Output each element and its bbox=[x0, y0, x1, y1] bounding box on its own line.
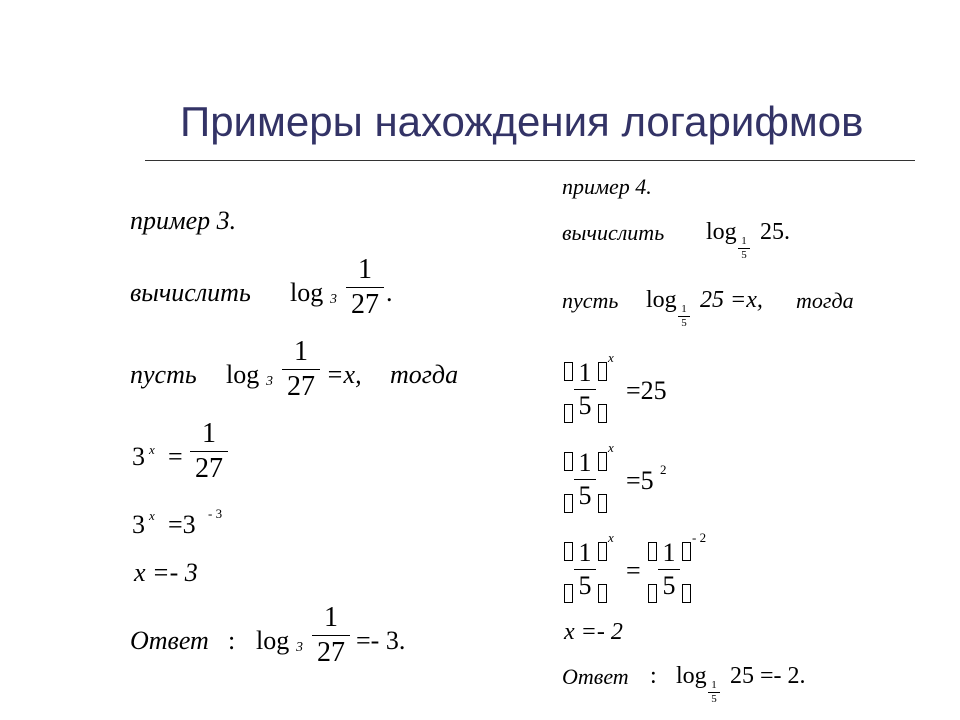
example-4-step3-exponent-left: x bbox=[608, 530, 614, 545]
example-4-solution: x =- 2 bbox=[564, 619, 623, 645]
example-3-compute-word: вычислить bbox=[130, 278, 251, 307]
example-3-line2-rhs-exponent: - 3 bbox=[208, 506, 223, 521]
example-4-step3-exponent-right: - 2 bbox=[692, 530, 707, 545]
example-3-solution: x =- 3 bbox=[134, 558, 198, 587]
example-3-line2-exponent: x bbox=[149, 508, 155, 523]
example-4-log-base-fraction bbox=[738, 236, 750, 261]
example-3-answer-result: =- 3. bbox=[356, 626, 406, 655]
example-4-step3-fraction-right bbox=[658, 540, 680, 599]
example-3-let-log: log bbox=[226, 360, 260, 389]
bracket-glyph-box bbox=[564, 542, 573, 561]
fraction-numerator: 1 bbox=[578, 538, 592, 567]
example-4-let-log: log bbox=[646, 287, 677, 313]
bracket-glyph-box bbox=[682, 584, 691, 603]
example-4-let-word: пусть bbox=[562, 288, 619, 313]
bracket-glyph-box bbox=[564, 362, 573, 381]
example-4-step2-rhs-exponent: 2 bbox=[660, 462, 667, 477]
fraction-numerator: 1 bbox=[358, 254, 372, 285]
example-4-step3-fraction-left bbox=[574, 540, 596, 599]
example-3-let-word: пусть bbox=[130, 360, 197, 389]
base-numerator: 1 bbox=[711, 679, 717, 691]
example-4-compute-word: вычислить bbox=[562, 220, 665, 245]
fraction-bar bbox=[574, 389, 596, 390]
fraction-bar bbox=[312, 635, 350, 636]
fraction-denominator: 27 bbox=[351, 289, 379, 320]
bracket-glyph-box bbox=[648, 542, 657, 561]
example-4-then-word: тогда bbox=[796, 288, 854, 313]
bracket-glyph-box bbox=[598, 404, 607, 423]
example-4-step3-equals: = bbox=[626, 556, 641, 585]
example-4-step1-exponent: x bbox=[608, 350, 614, 365]
fraction-bar bbox=[574, 479, 596, 480]
fraction-numerator: 1 bbox=[662, 538, 676, 567]
fraction-bar bbox=[574, 569, 596, 570]
fraction-numerator: 1 bbox=[324, 602, 338, 633]
example-4-let-log-base-fraction bbox=[678, 304, 690, 329]
bracket-glyph-box bbox=[682, 542, 691, 561]
example-3-fraction bbox=[346, 256, 384, 319]
example-3-eq-x: =x, bbox=[326, 360, 362, 389]
example-4-log: log bbox=[706, 219, 737, 245]
fraction-denominator: 27 bbox=[317, 637, 345, 668]
example-4-step2-exponent: x bbox=[608, 440, 614, 455]
example-3-answer-colon: : bbox=[228, 626, 236, 655]
example-4-answer-colon: : bbox=[650, 663, 657, 689]
bracket-glyph-box bbox=[598, 362, 607, 381]
example-3-period: . bbox=[386, 278, 393, 307]
example-3-let-log-base: 3 bbox=[266, 374, 273, 389]
example-3-let-fraction bbox=[282, 338, 320, 401]
fraction-numerator: 1 bbox=[294, 336, 308, 367]
example-3-answer-word: Ответ bbox=[130, 626, 209, 655]
fraction-bar bbox=[190, 451, 228, 452]
bracket-glyph-box bbox=[648, 584, 657, 603]
bracket-glyph-box bbox=[598, 542, 607, 561]
title-divider bbox=[145, 160, 915, 161]
fraction-denominator: 27 bbox=[287, 371, 315, 402]
example-4-step1-fraction bbox=[574, 360, 596, 419]
fraction-numerator: 1 bbox=[202, 418, 216, 449]
example-3-line2-rhs: =3 bbox=[168, 510, 196, 539]
example-3-log: log bbox=[290, 278, 324, 307]
example-4-step2-rhs: =5 bbox=[626, 466, 654, 495]
bracket-glyph-box bbox=[564, 494, 573, 513]
example-3-heading-text: пример 3. bbox=[130, 206, 237, 235]
example-3-power-fraction bbox=[190, 420, 228, 483]
fraction-denominator: 5 bbox=[578, 481, 592, 510]
fraction-denominator: 27 bbox=[195, 453, 223, 484]
fraction-denominator: 5 bbox=[662, 571, 676, 600]
example-3-heading bbox=[130, 208, 236, 234]
base-denominator: 5 bbox=[741, 249, 747, 261]
fraction-numerator: 1 bbox=[578, 358, 592, 387]
example-3-then-word: тогда bbox=[390, 360, 459, 389]
slide-title: Примеры нахождения логарифмов bbox=[180, 98, 864, 145]
bracket-glyph-box bbox=[598, 494, 607, 513]
base-denominator: 5 bbox=[711, 693, 717, 705]
base-numerator: 1 bbox=[741, 235, 747, 247]
bracket-glyph-box bbox=[564, 404, 573, 423]
example-4-answer-result: 25 =- 2. bbox=[730, 663, 806, 689]
example-4-heading: пример 4. bbox=[562, 174, 652, 199]
example-4-answer-log-base-fraction bbox=[708, 680, 720, 705]
fraction-bar bbox=[282, 369, 320, 370]
bracket-glyph-box bbox=[598, 452, 607, 471]
fraction-denominator: 5 bbox=[578, 571, 592, 600]
base-numerator: 1 bbox=[681, 303, 687, 315]
fraction-bar bbox=[658, 569, 680, 570]
base-denominator: 5 bbox=[681, 317, 687, 329]
example-4-answer-word: Ответ bbox=[562, 664, 629, 689]
fraction-denominator: 5 bbox=[578, 391, 592, 420]
example-3-power-base: 3 bbox=[132, 442, 145, 471]
example-4-step2-fraction bbox=[574, 450, 596, 509]
example-3-equals: = bbox=[168, 442, 183, 471]
example-3-line2-base: 3 bbox=[132, 510, 145, 539]
example-4-let-eq: 25 =x, bbox=[700, 287, 763, 313]
example-3-log-base: 3 bbox=[330, 292, 337, 307]
example-4-value: 25. bbox=[760, 219, 790, 245]
example-3-power-exponent: x bbox=[149, 442, 155, 457]
example-4-answer-log: log bbox=[676, 663, 707, 689]
fraction-numerator: 1 bbox=[578, 448, 592, 477]
example-3-answer-fraction bbox=[312, 604, 350, 667]
example-4-step1-rhs: =25 bbox=[626, 376, 667, 405]
bracket-glyph-box bbox=[564, 452, 573, 471]
example-3-answer-log: log bbox=[256, 626, 290, 655]
fraction-bar bbox=[346, 287, 384, 288]
bracket-glyph-box bbox=[598, 584, 607, 603]
bracket-glyph-box bbox=[564, 584, 573, 603]
example-3-answer-log-base: 3 bbox=[296, 640, 303, 655]
